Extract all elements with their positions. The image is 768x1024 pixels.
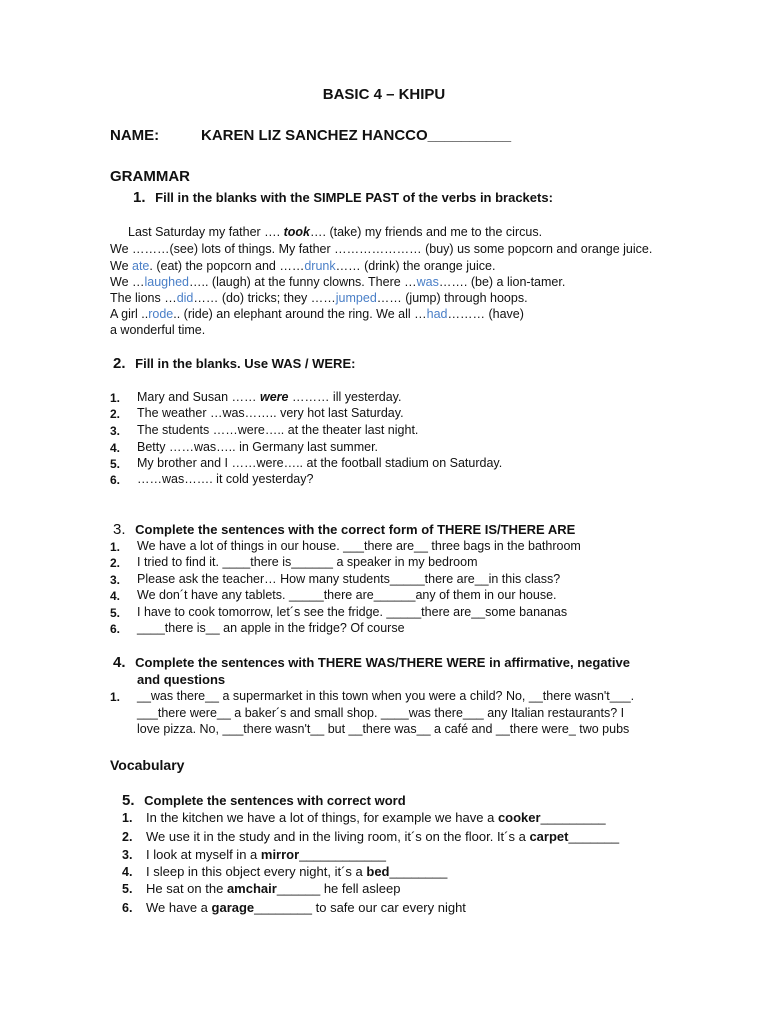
q5-item-post: ________ to safe our car every night bbox=[254, 900, 466, 915]
q1-line-5-mid: …… (do) tricks; they …… bbox=[193, 291, 336, 305]
q5-item-post: ______ he fell asleep bbox=[276, 881, 401, 896]
q5-item-word: garage bbox=[211, 900, 255, 915]
q1-answer-jumped: jumped bbox=[335, 291, 377, 305]
q5-item-post: _________ bbox=[540, 810, 606, 825]
q1-line-3 bbox=[110, 258, 495, 274]
q5-item-pre: We use it in the study and in the living room, it´s on the floor. It´s a bbox=[146, 829, 530, 844]
q5-item-number: 2. bbox=[122, 830, 133, 844]
q2-item-pre: Betty ……was….. in Germany last summer. bbox=[137, 440, 379, 454]
q1-line-6-mid: .. (ride) an elephant around the ring. We all … bbox=[173, 307, 427, 321]
q5-item-pre: I look at myself in a bbox=[146, 847, 261, 862]
student-name: KAREN LIZ SANCHEZ HANCCO__________ bbox=[201, 127, 512, 144]
page-title: BASIC 4 – KHIPU bbox=[322, 86, 446, 103]
q3-item-text: I tried to find it. ____there is______ a speaker in my bedroom bbox=[137, 555, 478, 569]
q5-item-word: bed bbox=[366, 864, 390, 879]
q5-item-post: ____________ bbox=[299, 847, 386, 862]
question-2-text: Fill in the blanks. Use WAS / WERE: bbox=[135, 356, 356, 371]
q3-item-number: 5. bbox=[110, 606, 121, 620]
q2-item-text bbox=[137, 456, 502, 470]
q5-item-text bbox=[146, 900, 466, 915]
q1-line-3-post: …… (drink) the orange juice. bbox=[335, 259, 496, 273]
q2-item-pre: The students ……were….. at the theater last night. bbox=[137, 423, 419, 437]
q1-line-1 bbox=[128, 224, 542, 240]
q1-answer-was: was bbox=[416, 275, 439, 289]
grammar-heading: GRAMMAR bbox=[110, 168, 190, 185]
q5-item-text bbox=[146, 847, 386, 862]
question-3-text: Complete the sentences with the correct form of THERE IS/THERE ARE bbox=[135, 522, 576, 537]
q1-answer-laughed: laughed bbox=[144, 275, 189, 289]
q1-line-1-post: …. (take) my friends and me to the circus. bbox=[310, 225, 543, 239]
q5-item-text bbox=[146, 810, 606, 825]
q1-line-6-pre: A girl .. bbox=[110, 307, 149, 321]
q4-line-2: ___there were__ a baker´s and small shop. ____was there___ any Italian restaurants? I bbox=[137, 706, 625, 720]
question-2-number: 2. bbox=[113, 355, 126, 372]
q1-line-2 bbox=[110, 241, 652, 257]
q5-item-number: 3. bbox=[122, 848, 133, 862]
q5-item-number: 4. bbox=[122, 865, 133, 879]
q3-item-number: 3. bbox=[110, 573, 121, 587]
q5-item-number: 5. bbox=[122, 882, 133, 896]
q5-item-pre: I sleep in this object every night, it´s a bbox=[146, 864, 367, 879]
q5-item-word: amchair bbox=[226, 881, 277, 896]
q1-line-6 bbox=[110, 306, 524, 322]
q2-item-number: 5. bbox=[110, 457, 121, 471]
q3-item-text: We have a lot of things in our house. ___there are__ three bags in the bathroom bbox=[137, 539, 581, 553]
q2-item-number: 4. bbox=[110, 441, 121, 455]
q5-item-word: mirror bbox=[260, 847, 300, 862]
q2-item-pre: The weather …was…….. very hot last Saturday. bbox=[137, 406, 404, 420]
q5-item-pre: In the kitchen we have a lot of things, for example we have a bbox=[146, 810, 498, 825]
question-4-number: 4. bbox=[113, 654, 126, 671]
question-4-text-line2: and questions bbox=[137, 672, 226, 687]
question-5-text: Complete the sentences with correct word bbox=[144, 793, 406, 808]
q5-item-text bbox=[146, 829, 619, 844]
q2-item-pre: ……was……. it cold yesterday? bbox=[137, 472, 314, 486]
question-5-prompt bbox=[122, 792, 406, 809]
q5-item-pre: We have a bbox=[146, 900, 212, 915]
q3-item-number: 2. bbox=[110, 556, 121, 570]
question-1-prompt bbox=[133, 189, 553, 206]
question-2-prompt bbox=[113, 355, 355, 372]
q5-item-word: carpet bbox=[529, 829, 569, 844]
q2-item-number: 3. bbox=[110, 424, 121, 438]
q5-item-text bbox=[146, 881, 400, 896]
q5-item-word: cooker bbox=[497, 810, 541, 825]
q1-line-4-post: ……. (be) a lion-tamer. bbox=[438, 275, 566, 289]
q1-line-5 bbox=[110, 290, 528, 306]
q2-item-text bbox=[137, 423, 418, 437]
q5-item-number: 6. bbox=[122, 901, 133, 915]
q1-line-1-pre: Last Saturday my father …. bbox=[128, 225, 284, 239]
q1-line-3-mid: . (eat) the popcorn and …… bbox=[149, 259, 305, 273]
q4-line-1: __was there__ a supermarket in this town when you were a child? No, __there wasn't___. bbox=[137, 689, 635, 703]
question-3-number: 3. bbox=[113, 521, 126, 538]
q2-item-number: 2. bbox=[110, 407, 121, 421]
question-1-text: Fill in the blanks with the SIMPLE PAST of the verbs in brackets: bbox=[155, 190, 553, 205]
q3-item-number: 1. bbox=[110, 540, 121, 554]
q2-item-text bbox=[137, 440, 378, 454]
q1-line-4 bbox=[110, 274, 565, 290]
q2-item-text bbox=[137, 472, 313, 486]
question-4-prompt bbox=[113, 654, 630, 671]
q3-item-number: 6. bbox=[110, 622, 121, 636]
q1-line-5-post: …… (jump) through hoops. bbox=[376, 291, 528, 305]
q1-line-7-text: a wonderful time. bbox=[110, 323, 206, 337]
q5-item-post: ________ bbox=[389, 864, 448, 879]
q1-answer-did: did bbox=[176, 291, 194, 305]
q5-item-post: _______ bbox=[568, 829, 620, 844]
q1-answer-had: had bbox=[426, 307, 448, 321]
q1-line-7 bbox=[110, 322, 205, 338]
question-5-number: 5. bbox=[122, 792, 135, 809]
question-1-number: 1. bbox=[133, 189, 146, 206]
q5-item-pre: He sat on the bbox=[146, 881, 227, 896]
q1-answer-ate: ate bbox=[132, 259, 150, 273]
q2-item-answer: were bbox=[259, 390, 289, 404]
q1-answer-took: took bbox=[283, 225, 311, 239]
q2-item-text bbox=[137, 390, 401, 404]
q1-line-4-pre: We … bbox=[110, 275, 145, 289]
q2-item-number: 1. bbox=[110, 391, 121, 405]
q5-item-number: 1. bbox=[122, 811, 133, 825]
q4-line-3: love pizza. No, ___there wasn't__ but __there was__ a café and __there were_ two pubs bbox=[137, 722, 630, 736]
q2-item-text bbox=[137, 406, 404, 420]
q3-item-number: 4. bbox=[110, 589, 121, 603]
q2-item-post: ……… ill yesterday. bbox=[288, 390, 402, 404]
q4-item-number: 1. bbox=[110, 690, 121, 704]
q1-answer-drunk: drunk bbox=[304, 259, 336, 273]
q1-answer-rode: rode bbox=[148, 307, 174, 321]
q1-line-6-post: ……… (have) bbox=[447, 307, 524, 321]
q3-item-text: We don´t have any tablets. _____there are______any of them in our house. bbox=[137, 588, 557, 602]
q3-item-text: I have to cook tomorrow, let´s see the fridge. _____there are__some bananas bbox=[137, 605, 568, 619]
q2-item-pre: Mary and Susan …… bbox=[137, 390, 260, 404]
q3-item-text: ____there is__ an apple in the fridge? Of course bbox=[137, 621, 405, 635]
name-label: NAME: bbox=[110, 127, 160, 144]
question-4-text-line1: Complete the sentences with THERE WAS/THERE WERE in affirmative, negative bbox=[135, 655, 630, 670]
q2-item-pre: My brother and I ……were….. at the football stadium on Saturday. bbox=[137, 456, 503, 470]
q1-line-2-text: We ………(see) lots of things. My father ………………… (buy) us some popcorn and orange juice. bbox=[110, 242, 653, 256]
q3-item-text: Please ask the teacher… How many students_____there are__in this class? bbox=[137, 572, 561, 586]
q1-line-3-pre: We bbox=[110, 259, 132, 273]
question-3-prompt bbox=[113, 521, 575, 538]
q2-item-number: 6. bbox=[110, 473, 121, 487]
q5-item-text bbox=[146, 864, 447, 879]
q1-line-4-mid: ….. (laugh) at the funny clowns. There … bbox=[189, 275, 417, 289]
q1-line-5-pre: The lions … bbox=[110, 291, 177, 305]
vocabulary-heading: Vocabulary bbox=[110, 757, 185, 773]
